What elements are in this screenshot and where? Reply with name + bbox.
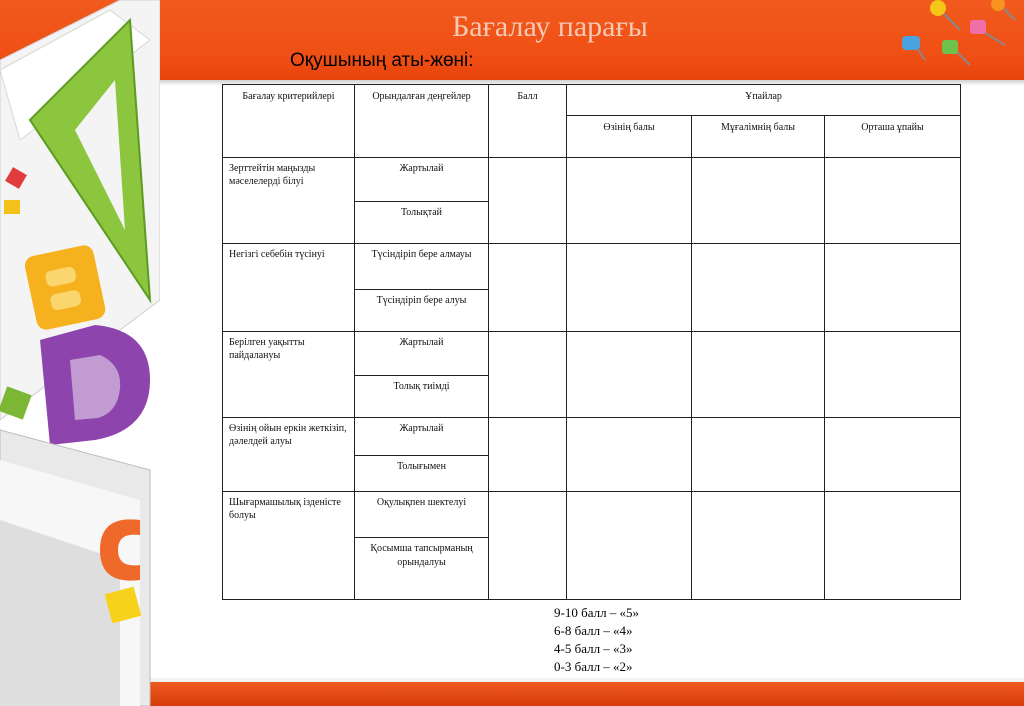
table-row [223, 492, 961, 538]
table-row [223, 244, 961, 290]
score-cell[interactable] [489, 492, 567, 600]
student-name-label: Оқушының аты-жөні: [290, 50, 474, 71]
average-score-cell[interactable] [825, 158, 961, 244]
level-cell: Түсіндіріп бере алмауы [355, 244, 489, 290]
table-row [223, 158, 961, 202]
header-criteria: Бағалау критерийлері [223, 85, 355, 158]
criterion-cell: Зерттейтін маңызды мәселелерді білуі [223, 158, 355, 244]
level-cell: Түсіндіріп бере алуы [355, 290, 489, 332]
teacher-score-cell[interactable] [692, 332, 825, 418]
scale-line: 4-5 балл – «3» [554, 641, 633, 656]
decorative-school-art [0, 0, 160, 706]
teacher-score-cell[interactable] [692, 244, 825, 332]
level-cell: Жартылай [355, 418, 489, 456]
level-cell: Қосымша тапсырманың орындалуы [355, 538, 489, 600]
scale-line: 0-3 балл – «2» [554, 659, 633, 674]
yellow-pushpin-icon [930, 0, 960, 30]
self-score-cell[interactable] [567, 244, 692, 332]
grading-scale [554, 604, 639, 676]
yellow-shape-icon [4, 200, 20, 214]
self-score-cell[interactable] [567, 332, 692, 418]
level-cell: Толық тиімді [355, 376, 489, 418]
average-score-cell[interactable] [825, 244, 961, 332]
header-teacher-score: Мұғалімнің балы [692, 116, 825, 158]
green-pushpin-icon [942, 40, 970, 65]
criterion-cell: Берілген уақытты пайдалануы [223, 332, 355, 418]
average-score-cell[interactable] [825, 332, 961, 418]
self-score-cell[interactable] [567, 158, 692, 244]
table-row [223, 418, 961, 456]
orange-pushpin-icon [991, 0, 1015, 20]
header-self-score: Өзінің балы [567, 116, 692, 158]
teacher-score-cell[interactable] [692, 492, 825, 600]
table-row [223, 332, 961, 376]
level-cell: Жартылай [355, 332, 489, 376]
pushpins-decoration [880, 0, 1024, 80]
header-indicators: Орындалған деңгейлер [355, 85, 489, 158]
criterion-cell: Өзінің ойын еркін жеткізіп, дәлелдей алуы [223, 418, 355, 492]
pink-pushpin-icon [970, 20, 1005, 45]
level-cell: Толығымен [355, 456, 489, 492]
level-cell: Оқулықпен шектелуі [355, 492, 489, 538]
self-score-cell[interactable] [567, 418, 692, 492]
teacher-score-cell[interactable] [692, 158, 825, 244]
level-cell: Толықтай [355, 202, 489, 244]
score-cell[interactable] [489, 332, 567, 418]
average-score-cell[interactable] [825, 492, 961, 600]
criterion-cell: Шығармашылық ізденісте болуы [223, 492, 355, 600]
criterion-cell: Негізгі себебін түсінуі [223, 244, 355, 332]
score-cell[interactable] [489, 244, 567, 332]
self-score-cell[interactable] [567, 492, 692, 600]
scale-line: 9-10 балл – «5» [554, 605, 640, 620]
assessment-table [222, 84, 961, 600]
header-average-score: Орташа ұпайы [825, 116, 961, 158]
scale-line: 6-8 балл – «4» [554, 623, 633, 638]
average-score-cell[interactable] [825, 418, 961, 492]
slide-title: Бағалау парағы [452, 10, 648, 43]
score-cell[interactable] [489, 158, 567, 244]
blue-pushpin-icon [902, 36, 925, 60]
header-points: Ұпайлар [567, 85, 961, 116]
letter-d-icon [40, 325, 150, 445]
level-cell: Жартылай [355, 158, 489, 202]
teacher-score-cell[interactable] [692, 418, 825, 492]
header-score: Балл [489, 85, 567, 158]
score-cell[interactable] [489, 418, 567, 492]
